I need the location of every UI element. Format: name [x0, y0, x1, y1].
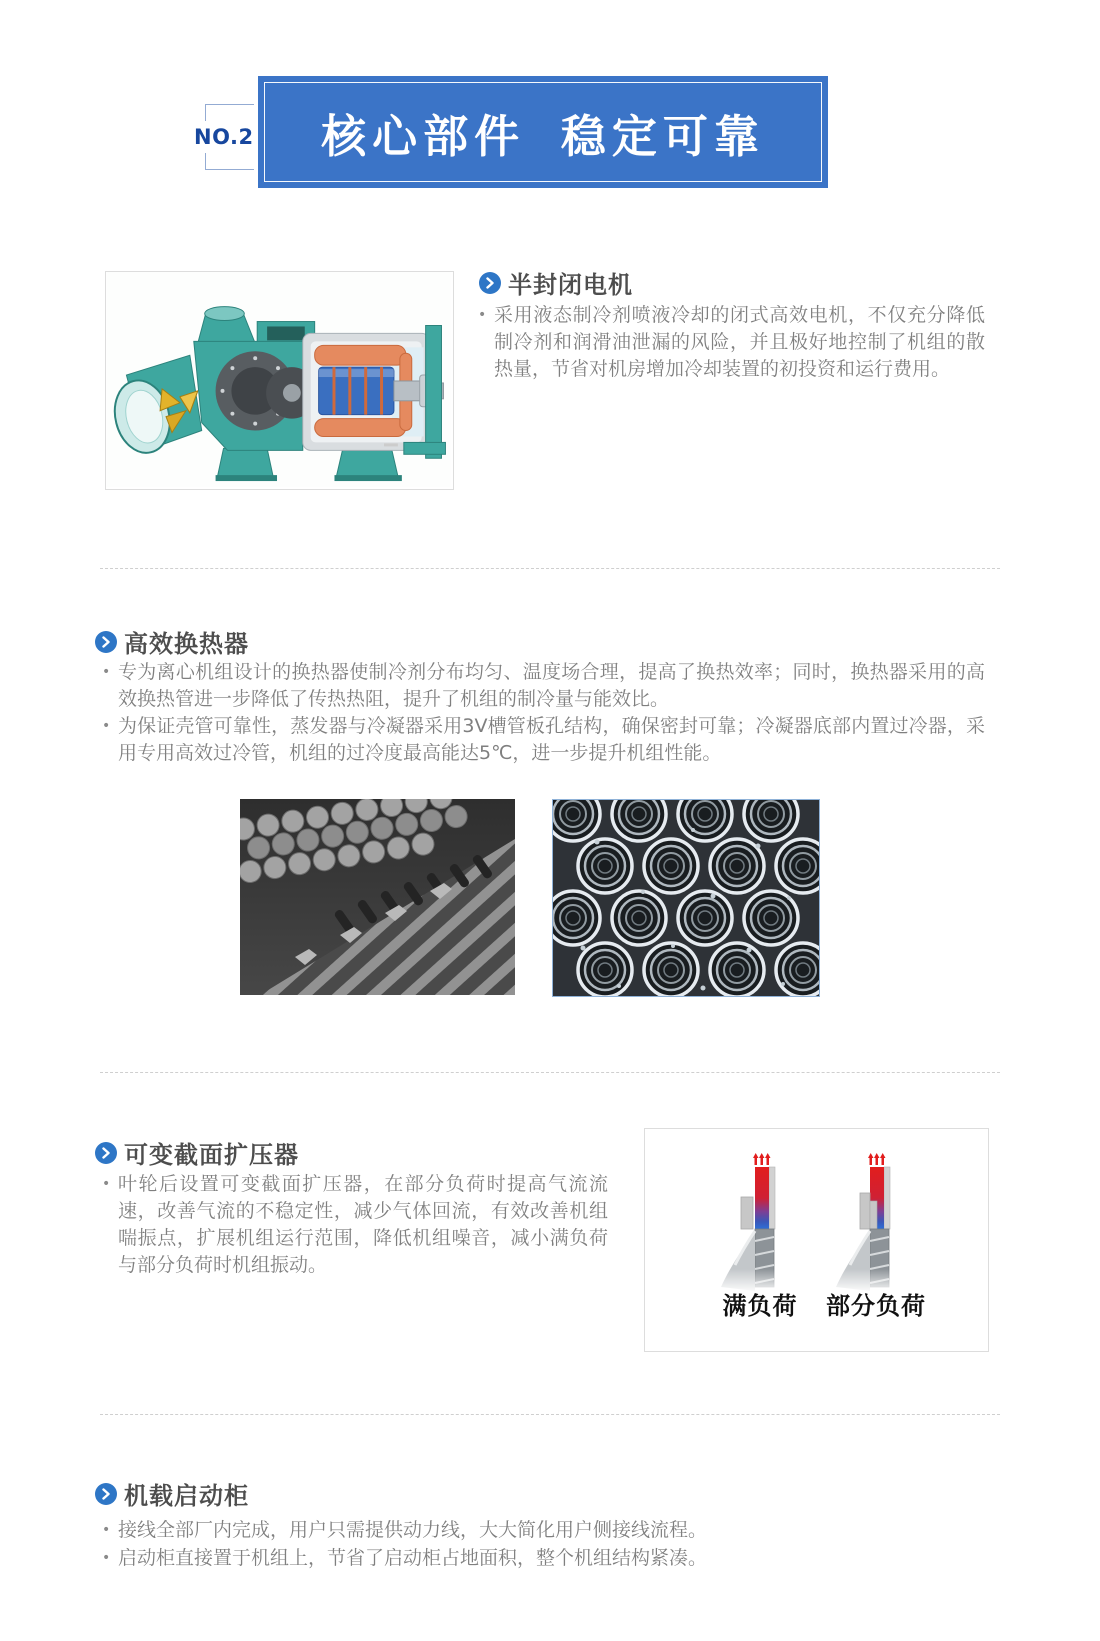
- chevron-right-circle-icon: [95, 1142, 117, 1164]
- motor-bullet-list: [477, 302, 985, 383]
- chevron-right-circle-icon: [95, 1483, 117, 1505]
- motor-cutaway-illustration: [106, 272, 451, 487]
- section-title: 高效换热器: [124, 630, 249, 658]
- section-diffuser-heading: [95, 1135, 299, 1170]
- section-motor-heading: [479, 265, 633, 300]
- bullet-item: • 接线全部厂内完成，用户只需提供动力线，大大简化用户侧接线流程。: [101, 1516, 985, 1544]
- motor-cutaway-image: [105, 271, 454, 490]
- diffuser-bullet-list: [101, 1171, 608, 1279]
- bullet-item: • 启动柜直接置于机组上，节省了启动柜占地面积，整个机组结构紧凑。: [101, 1544, 985, 1572]
- section-title: 机载启动柜: [124, 1482, 249, 1510]
- bullet-item: • 专为离心机组设计的换热器使制冷剂分布均匀、温度场合理，提高了换热效率；同时，换热器采用的高效换热管进一步降低了传热热阻，提升了机组的制冷量与能效比。: [101, 659, 985, 713]
- page-number-badge: [194, 104, 254, 170]
- chevron-right-circle-icon: [479, 272, 501, 294]
- section-divider: [100, 1414, 1000, 1415]
- section-heat-exchanger-heading: [95, 624, 249, 659]
- partial-load-figure: [830, 1153, 920, 1293]
- section-title: 可变截面扩压器: [124, 1141, 299, 1169]
- full-load-label: 满负荷: [722, 1292, 798, 1320]
- page-title: 核心部件 稳定可靠: [321, 109, 765, 163]
- bullet-item: • 采用液态制冷剂喷液冷却的闭式高效电机，不仅充分降低制冷剂和润滑油泄漏的风险，并且极好地控制了机组的散热量，节省对机房增加冷却装置的初投资和运行费用。: [477, 302, 985, 383]
- section-divider: [100, 568, 1000, 569]
- section-divider: [100, 1072, 1000, 1073]
- starter-bullet-list: [101, 1516, 985, 1572]
- section-starter-heading: [95, 1476, 249, 1511]
- bullet-item: • 为保证壳管可靠性，蒸发器与冷凝器采用3V槽管板孔结构，确保密封可靠；冷凝器底部内置过冷器，采用专用高效过冷管，机组的过冷度最高能达5℃，进一步提升机组性能。: [101, 713, 985, 767]
- page-title-banner: [258, 76, 828, 188]
- enhanced-tube-micrograph-image: [240, 799, 515, 995]
- bullet-item: • 叶轮后设置可变截面扩压器，在部分负荷时提高气流流速，改善气流的不稳定性，减少气体回流，有效改善机组喘振点，扩展机组运行范围，降低机组噪音，减小满负荷与部分负荷时机组振动。: [101, 1171, 608, 1279]
- full-load-figure: [715, 1153, 805, 1293]
- page-number-label: NO.2: [192, 121, 256, 153]
- chevron-right-circle-icon: [95, 631, 117, 653]
- heat-exchanger-bullet-list: [101, 659, 985, 767]
- section-title: 半封闭电机: [508, 271, 633, 299]
- tube-sheet-holes-image: [552, 799, 820, 997]
- partial-load-label: 部分负荷: [826, 1292, 926, 1320]
